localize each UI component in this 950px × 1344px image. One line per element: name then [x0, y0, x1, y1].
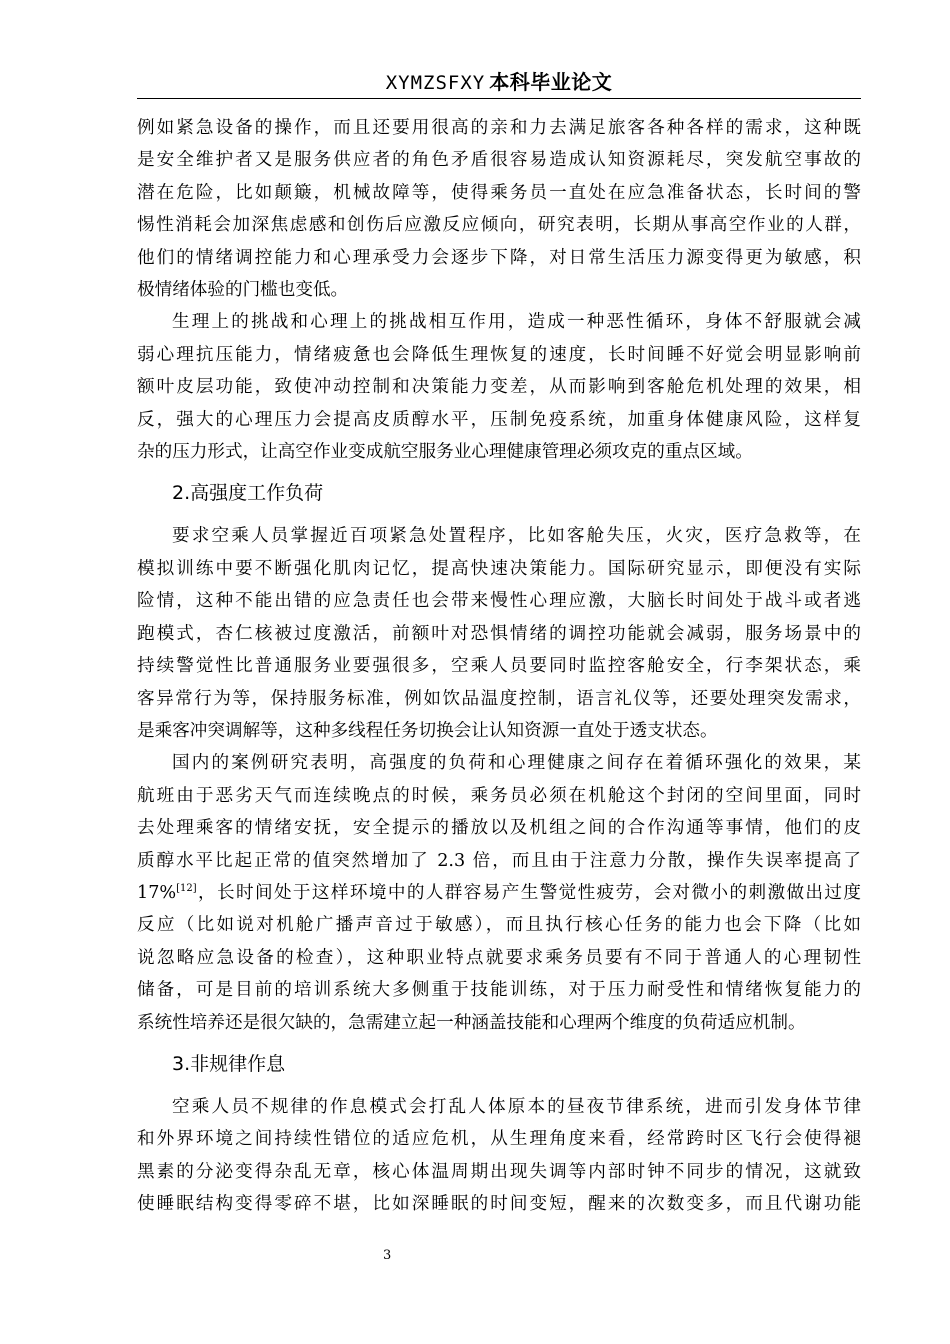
text-line: 是乘客冲突调解等，这种多线程任务切换会让认知资源一直处于透支状态。: [137, 720, 718, 741]
text-line: 质醇水平比起正常的值突然增加了 2.3 倍，而且由于注意力分散，操作失误率提高了: [137, 850, 861, 871]
paragraph-2: [137, 306, 861, 468]
text-line: 额叶皮层功能，致使冲动控制和决策能力变差，从而影响到客舱危机处理的效果，相: [137, 377, 861, 398]
paragraph-3: [137, 520, 861, 747]
text-line: 险情，这种不能出错的应急责任也会带来慢性心理应激，大脑长时间处于战斗或者逃: [137, 591, 861, 612]
text-line: 反应（比如说对机舱广播声音过于敏感），而且执行核心任务的能力也会下降（比如: [137, 915, 861, 936]
header-school-code: XYMZSFXY: [385, 72, 486, 94]
text-line: 他们的情绪调控能力和心理承受力会逐步下降，对日常生活压力源变得更为敏感，积: [137, 247, 861, 268]
text-line-with-citation: [137, 877, 861, 909]
text-line: 系统性培养还是很欠缺的，急需建立起一种涵盖技能和心理两个维度的负荷适应机制。: [137, 1012, 806, 1033]
text-line: 客异常行为等，保持服务标准，例如饮品温度控制，语言礼仪等，还要处理突发需求，: [137, 688, 861, 709]
text-line: 说忽略应急设备的检查），这种职业特点就要求乘务员要有不同于普通人的心理韧性: [137, 947, 861, 968]
text-line: 潜在危险，比如颠簸，机械故障等，使得乘务员一直处在应急准备状态，长时间的警: [137, 182, 861, 203]
text-line: 例如紧急设备的操作，而且还要用很高的亲和力去满足旅客各种各样的需求，这种既: [137, 118, 861, 138]
text-line: 储备，可是目前的培训系统大多侧重于技能训练，对于压力耐受性和情绪恢复能力的: [137, 980, 861, 1001]
text-line: 弱心理抗压能力，情绪疲惫也会降低生理恢复的速度，长时间睡不好觉会明显影响前: [137, 344, 861, 365]
page-number: 3: [383, 1248, 392, 1263]
text-fragment: ，长时间处于这样环境中的人群容易产生警觉性疲劳，会对微小的刺激做出过度: [196, 882, 861, 903]
running-header: [137, 66, 861, 99]
paragraph-5: [137, 1091, 861, 1221]
paragraph-1: [137, 112, 861, 306]
text-line: 模拟训练中要不断强化肌肉记忆，提高快速决策能力。国际研究显示，即便没有实际: [137, 558, 861, 579]
text-line: 是安全维护者又是服务供应者的角色矛盾很容易造成认知资源耗尽，突发航空事故的: [137, 150, 861, 171]
section-heading-3: 3.非规律作息: [172, 1052, 286, 1075]
citation-ref[interactable]: [12]: [176, 882, 197, 894]
text-line: 和外界环境之间持续性错位的适应危机，从生理角度来看，经常跨时区飞行会使得褪: [137, 1129, 861, 1150]
text-line: 要求空乘人员掌握近百项紧急处置程序，比如客舱失压，火灾，医疗急救等，在: [172, 526, 861, 547]
text-line: 黑素的分泌变得杂乱无章，核心体温周期出现失调等内部时钟不同步的情况，这就致: [137, 1161, 861, 1182]
text-line: 跑模式，杏仁核被过度激活，前额叶对恐惧情绪的调控功能就会减弱，服务场景中的: [137, 623, 861, 644]
text-line: 国内的案例研究表明，高强度的负荷和心理健康之间存在着循环强化的效果，某: [172, 753, 861, 774]
text-line: 极情绪体验的门槛也变低。: [137, 280, 349, 301]
body-text: [137, 112, 861, 1221]
paragraph-4: [137, 747, 861, 1039]
text-line: 杂的压力形式，让高空作业变成航空服务业心理健康管理必须攻克的重点区域。: [137, 442, 753, 463]
text-line: 去处理乘客的情绪安抚，安全提示的播放以及机组之间的合作沟通等事情，他们的皮: [137, 818, 861, 839]
text-line: 反，强大的心理压力会提高皮质醇水平，压制免疫系统，加重身体健康风险，这样复: [137, 409, 861, 430]
header-thesis-label: 本科毕业论文: [489, 70, 613, 94]
text-line: 航班由于恶劣天气而连续晚点的时候，乘务员必须在机舱这个封闭的空间里面，同时: [137, 785, 861, 806]
text-line: 生理上的挑战和心理上的挑战相互作用，造成一种恶性循环，身体不舒服就会减: [172, 312, 861, 333]
percentage-value: 17%: [137, 882, 177, 903]
text-line: 持续警觉性比普通服务业要强很多，空乘人员要同时监控客舱安全，行李架状态，乘: [137, 656, 861, 677]
section-heading-2: 2.高强度工作负荷: [172, 482, 324, 505]
text-line: 使睡眠结构变得零碎不堪，比如深睡眠的时间变短，醒来的次数变多，而且代谢功能: [137, 1194, 861, 1215]
text-line: 空乘人员不规律的作息模式会打乱人体原本的昼夜节律系统，进而引发身体节律: [172, 1096, 861, 1117]
text-line: 惕性消耗会加深焦虑感和创伤后应激反应倾向，研究表明，长期从事高空作业的人群，: [137, 215, 861, 236]
